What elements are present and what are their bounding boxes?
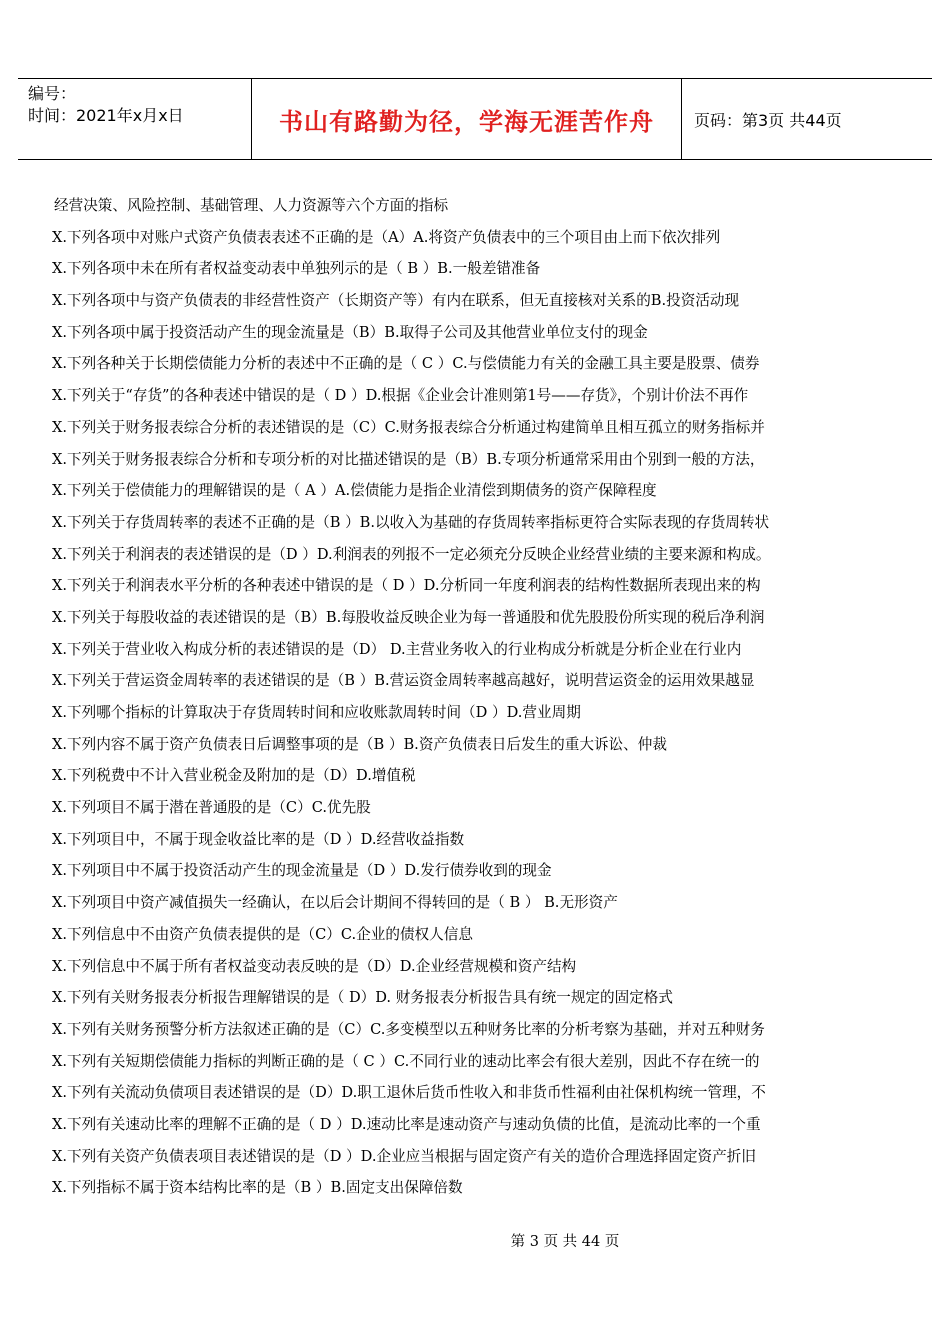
text-line: X.下列关于“存货”的各种表述中错误的是（ D ）D.根据《企业会计准则第1号——存货》，个别计价法不再作 xyxy=(52,387,749,405)
time-label: 时间：2021年x月x日 xyxy=(28,106,184,125)
text-line: X.下列有关短期偿债能力指标的判断正确的是（ C ）C.不同行业的速动比率会有很大差别，因此不存在统一的 xyxy=(52,1052,760,1070)
text-line: X.下列各项中与资产负债表的非经营性资产（长期资产等）有内在联系，但无直接核对关系的B.投资活动现 xyxy=(52,292,740,310)
text-line: X.下列有关财务预警分析方法叙述正确的是（C）C.多变模型以五种财务比率的分析考察为基础，并对五种财务 xyxy=(52,1020,765,1038)
page-footer: 第 3 页 共 44 页 xyxy=(510,1234,620,1250)
text-line: X.下列哪个指标的计算取决于存货周转时间和应收账款周转时间（D ）D.营业周期 xyxy=(52,704,581,721)
text-line: X.下列税费中不计入营业税金及附加的是（D）D.增值税 xyxy=(52,767,416,785)
text-line: X.下列信息中不由资产负债表提供的是（C）C.企业的债权人信息 xyxy=(52,925,473,943)
text-line: X.下列关于利润表水平分析的各种表述中错误的是（ D ）D.分析同一年度利润表的结构性数据所表现出来的构 xyxy=(52,577,761,595)
page-header xyxy=(18,78,932,160)
text-line: X.下列指标不属于资本结构比率的是（B ）B.固定支出保障倍数 xyxy=(52,1179,463,1197)
text-line: X.下列有关速动比率的理解不正确的是（ D ）D.速动比率是速动资产与速动负债的比值，是流动比率的一个重 xyxy=(52,1115,761,1133)
text-line: X.下列关于利润表的表述错误的是（D ）D.利润表的列报不一定必须充分反映企业经营业绩的主要来源和构成。 xyxy=(52,545,771,563)
header-meta xyxy=(18,79,252,159)
number-label: 编号： xyxy=(28,84,77,103)
text-line: X.下列关于每股收益的表述错误的是（B）B.每股收益反映企业为每一普通股和优先股股份所实现的税后净利润 xyxy=(52,608,765,626)
text-line: X.下列信息中不属于所有者权益变动表反映的是（D）D.企业经营规模和资产结构 xyxy=(52,957,577,975)
text-line: X.下列各项中属于投资活动产生的现金流量是（B）B.取得子公司及其他营业单位支付的现金 xyxy=(52,323,648,341)
text-line: X.下列各项中未在所有者权益变动表中单独列示的是（ B ）B.一般差错准备 xyxy=(52,260,541,278)
text-line: 经营决策、风险控制、基础管理、人力资源等六个方面的指标 xyxy=(54,197,449,214)
text-line: X.下列内容不属于资产负债表日后调整事项的是（B ）B.资产负债表日后发生的重大诉讼、仲裁 xyxy=(52,735,667,753)
text-line: X.下列项目不属于潜在普通股的是（C）C.优先股 xyxy=(52,799,371,817)
text-line: X.下列项目中，不属于现金收益比率的是（D ）D.经营收益指数 xyxy=(52,830,465,848)
text-line: X.下列有关流动负债项目表述错误的是（D）D.职工退休后货币性收入和非货币性福利由社保机构统一管理，不 xyxy=(52,1084,766,1102)
text-line: X.下列有关资产负债表项目表述错误的是（D ）D.企业应当根据与固定资产有关的造价合理选择固定资产折旧 xyxy=(52,1147,756,1165)
text-line: X.下列项目中资产减值损失一经确认，在以后会计期间不得转回的是（ B ） B.无形资产 xyxy=(52,894,618,912)
text-line: X.下列关于偿债能力的理解错误的是（ A ）A.偿债能力是指企业清偿到期债务的资产保障程度 xyxy=(52,482,657,500)
text-line: X.下列关于财务报表综合分析和专项分析的对比描述错误的是（B）B.专项分析通常采用由个别到一般的方法， xyxy=(52,450,765,468)
text-line: X.下列关于营运资金周转率的表述错误的是（B ）B.营运资金周转率越高越好，说明营运资金的运用效果越显 xyxy=(52,672,755,690)
header-motto: 书山有路勤为径，学海无涯苦作舟 xyxy=(252,79,682,159)
text-line: X.下列各项中对账户式资产负债表表述不正确的是（A）A.将资产负债表中的三个项目由上而下依次排列 xyxy=(52,228,721,246)
text-line: X.下列关于营业收入构成分析的表述错误的是（D） D.主营业务收入的行业构成分析就是分析企业在行业内 xyxy=(52,640,742,658)
text-line: X.下列项目中不属于投资活动产生的现金流量是（D ）D.发行债券收到的现金 xyxy=(52,862,552,880)
text-line: X.下列各种关于长期偿债能力分析的表述中不正确的是（ C ）C.与偿债能力有关的金融工具主要是股票、债券 xyxy=(52,355,760,373)
header-page-code: 页码：第3页 共44页 xyxy=(694,110,842,130)
text-line: X.下列关于财务报表综合分析的表述错误的是（C）C.财务报表综合分析通过构建简单且相互孤立的财务指标并 xyxy=(52,418,765,436)
document-body xyxy=(52,190,882,1204)
text-line: X.下列关于存货周转率的表述不正确的是（B ）B.以收入为基础的存货周转率指标更符合实际表现的存货周转状 xyxy=(52,513,770,531)
text-line: X.下列有关财务报表分析报告理解错误的是（ D）D. 财务报表分析报告具有统一规定的固定格式 xyxy=(52,989,673,1007)
